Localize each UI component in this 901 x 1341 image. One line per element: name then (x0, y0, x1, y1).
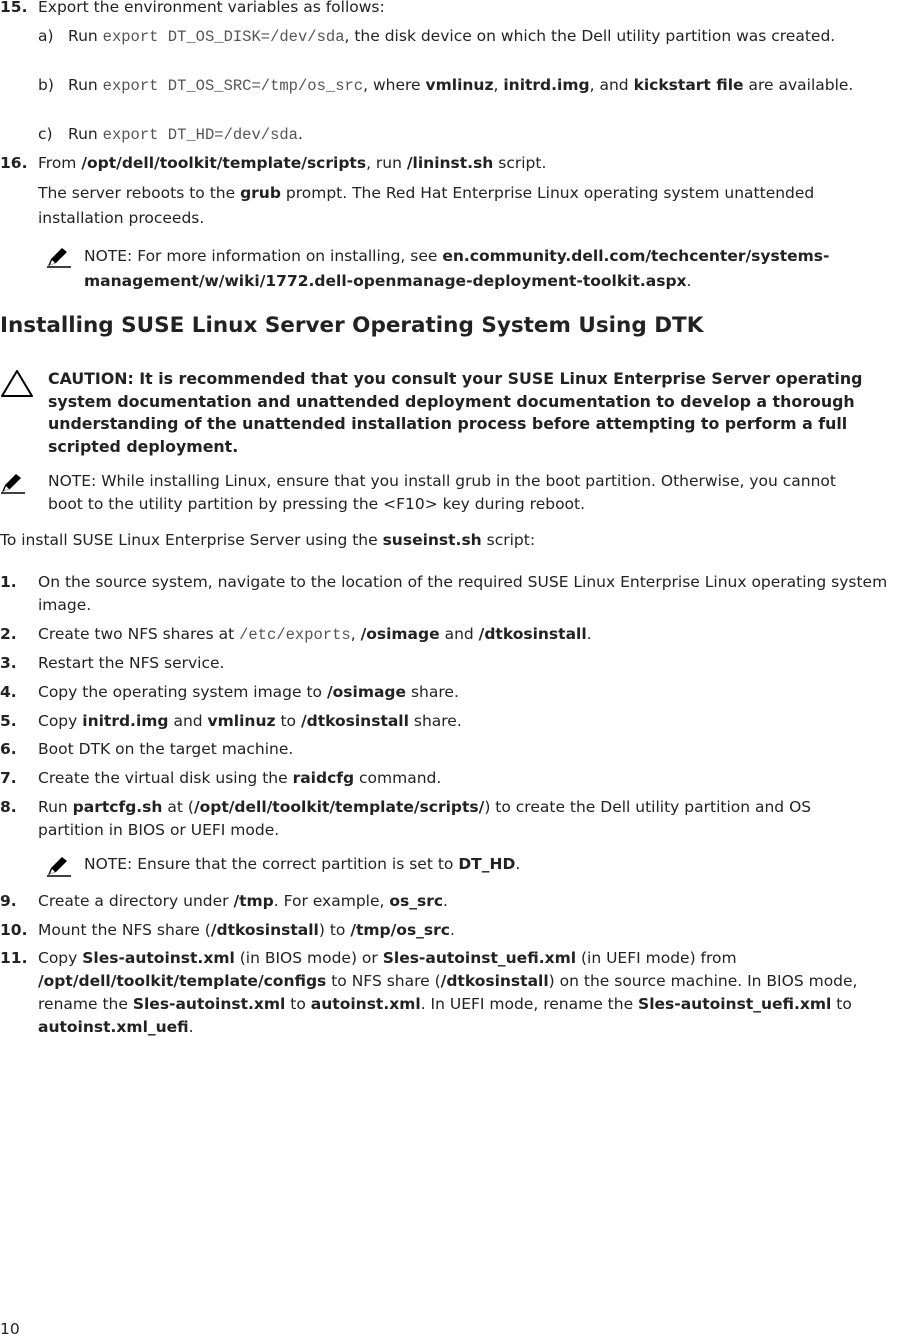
step-number: 2. (0, 625, 17, 643)
step-text: Copy Sles-autoinst.xml (in BIOS mode) or Sles-autoinst_uefi.xml (in UEFI mode) from /opt/dell/toolkit/template/configs to NFS share (/dtkosinstall) on the source machine. In BIOS mode, rename the Sles-autoinst.xml to autoinst.xml. In UEFI mode, rename the Sles-autoinst_uefi.xml to autoinst.xml_uefi. (38, 949, 858, 1036)
note-text: NOTE: While installing Linux, ensure that you install grub in the boot partition. Otherwise, you cannot boot to the utility partition by pressing the <F10> key during reboot. (48, 472, 836, 513)
step-number: 6. (0, 740, 17, 758)
step-text: Create a directory under /tmp. For example, os_src. (38, 892, 448, 910)
step-number: 16. (0, 154, 28, 172)
pencil-icon (46, 246, 72, 268)
step-text: Copy the operating system image to /osimage share. (38, 683, 459, 701)
substep-text: Run export DT_OS_DISK=/dev/sda, the disk device on which the Dell utility partition was created. (68, 27, 836, 46)
intro-text: To install SUSE Linux Enterprise Server using the suseinst.sh script: (0, 531, 536, 549)
note-text: NOTE: Ensure that the correct partition is set to DT_HD. (84, 855, 521, 873)
page-number: 10 (0, 1320, 20, 1338)
step-16-paragraph: The server reboots to the grub prompt. The Red Hat Enterprise Linux operating system unattended installation proceeds. (38, 184, 815, 227)
substep-text: Run export DT_HD=/dev/sda. (68, 125, 303, 144)
step-text: Boot DTK on the target machine. (38, 740, 294, 758)
caution-text: CAUTION: It is recommended that you consult your SUSE Linux Enterprise Server operating system documentation and unattended deployment documentation to develop a thorough understanding of the unattended installation process before attempting to perform a full scripted deployment. (48, 369, 863, 456)
link[interactable]: en.community.dell.com/techcenter/systems-management/w/wiki/1772.dell-openmanage-deployment-toolkit.aspx (84, 247, 830, 290)
step-text: Run partcfg.sh at (/opt/dell/toolkit/template/scripts/) to create the Dell utility partition and OS partition in BIOS or UEFI mode. (38, 798, 812, 839)
step-number: 11. (0, 949, 28, 967)
step-number: 3. (0, 654, 17, 672)
step-text: Mount the NFS share (/dtkosinstall) to /tmp/os_src. (38, 921, 455, 939)
pencil-icon (46, 855, 72, 877)
code: export DT_HD=/dev/sda (102, 126, 298, 144)
step-number: 1. (0, 573, 17, 591)
code: /etc/exports (239, 626, 351, 644)
substep-letter: a) (38, 27, 54, 45)
step-text: Export the environment variables as follows: (38, 0, 385, 16)
pencil-icon (0, 472, 26, 494)
step-number: 5. (0, 712, 17, 730)
code: export DT_OS_SRC=/tmp/os_src (102, 77, 364, 95)
note-text: NOTE: For more information on installing, see en.community.dell.com/techcenter/systems-management/w/wiki/1772.dell-openmanage-deployment-toolkit.aspx. (84, 247, 830, 290)
step-text: Restart the NFS service. (38, 654, 225, 672)
step-number: 9. (0, 892, 17, 910)
step-text: Create two NFS shares at /etc/exports, /osimage and /dtkosinstall. (38, 625, 592, 644)
substep-letter: c) (38, 125, 53, 143)
code: export DT_OS_DISK=/dev/sda (102, 28, 345, 46)
caution-triangle-icon (0, 368, 34, 398)
step-text: Copy initrd.img and vmlinuz to /dtkosinstall share. (38, 712, 462, 730)
step-text: From /opt/dell/toolkit/template/scripts, run /lininst.sh script. (38, 154, 547, 172)
substep-letter: b) (38, 76, 54, 94)
step-text: On the source system, navigate to the location of the required SUSE Linux Enterprise Linux operating system image. (38, 573, 888, 614)
substep-text: Run export DT_OS_SRC=/tmp/os_src, where vmlinuz, initrd.img, and kickstart file are available. (68, 76, 854, 95)
step-number: 8. (0, 798, 17, 816)
step-number: 4. (0, 683, 17, 701)
step-number: 10. (0, 921, 28, 939)
step-number: 7. (0, 769, 17, 787)
step-number: 15. (0, 0, 28, 16)
step-text: Create the virtual disk using the raidcfg command. (38, 769, 442, 787)
section-heading: Installing SUSE Linux Server Operating System Using DTK (0, 313, 704, 338)
